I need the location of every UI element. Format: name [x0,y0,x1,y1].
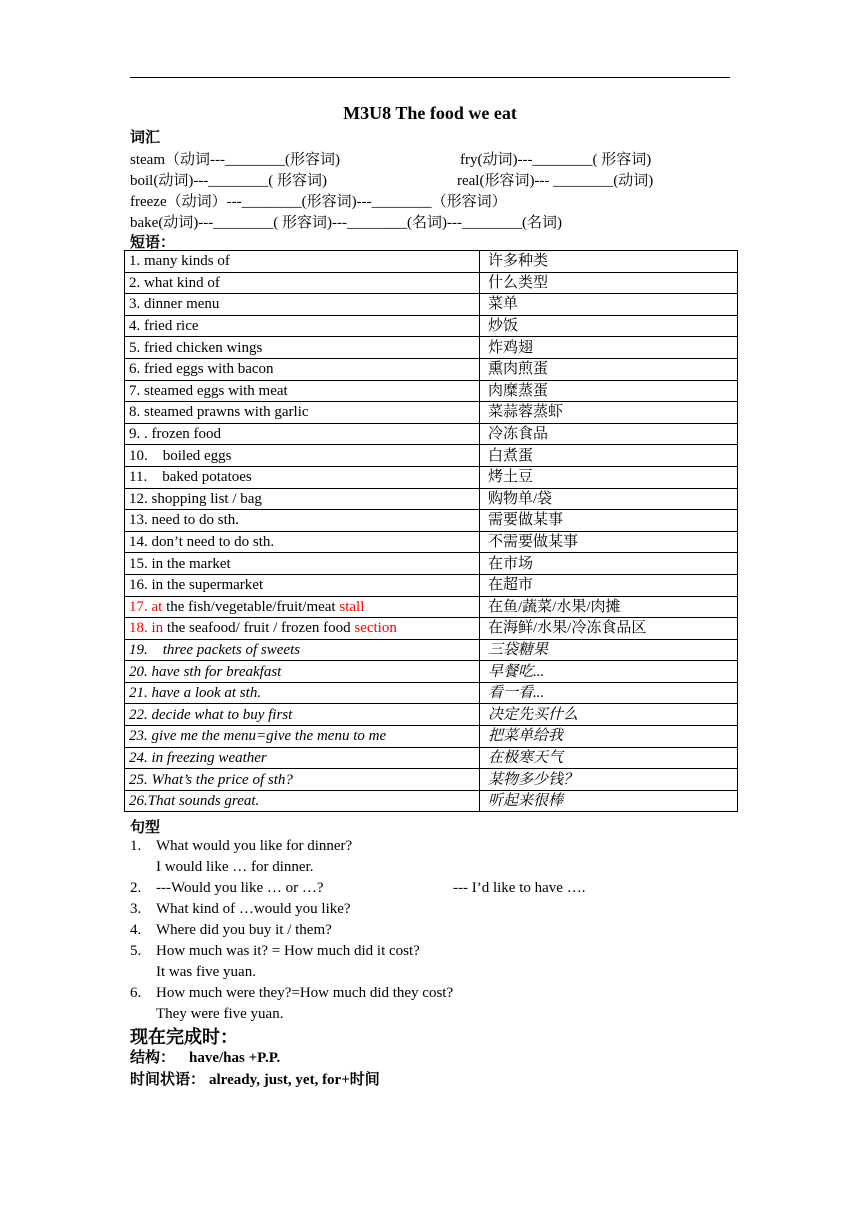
phrase-english: 19. three packets of sweets [125,639,480,661]
phrase-english: 5. fried chicken wings [125,337,480,359]
phrase-row [125,423,738,445]
sentence-number: 4. [130,922,142,938]
sentence-number: 6. [130,985,142,1001]
phrase-row [125,315,738,337]
phrase-row [125,358,738,380]
sentence-item [130,920,730,941]
sentence-text: How much were they?=How much did they cost? [156,985,454,1001]
phrase-row [125,704,738,726]
phrase-row [125,790,738,812]
phrase-chinese: 炒饭 [480,315,738,337]
grammar-heading: 现在完成时： [130,1027,238,1048]
vocab-line-2-right: real(形容词)--- ________(动词) [457,173,654,189]
phrase-chinese: 在超市 [480,574,738,596]
vocab-line-2-left: boil(动词)---________( 形容词) [130,173,328,189]
sentence-text: What kind of …would you like? [156,901,351,917]
phrase-english: 21. have a look at sth. [125,682,480,704]
grammar-adverbs [130,1068,380,1089]
vocab-heading: 词汇 [130,128,161,146]
sentence-text: How much was it? = How much did it cost? [156,943,420,959]
adverb-value: already, just, yet, for+时间 [209,1072,380,1088]
phrase-chinese: 什么类型 [480,272,738,294]
phrase-english: 15. in the market [125,553,480,575]
phrase-highlight: 18. in [129,620,164,637]
phrase-english: 10. boiled eggs [125,445,480,467]
phrase-english: 6. fried eggs with bacon [125,358,480,380]
sentence-item [130,983,730,1025]
phrase-chinese: 熏肉煎蛋 [480,358,738,380]
phrase-chinese: 在极寒天气 [480,747,738,769]
sentence-number: 1. [130,838,142,854]
phrase-row [125,639,738,661]
phrase-row [125,531,738,553]
grammar-structure [130,1046,280,1067]
sentence-item [130,899,730,920]
phrase-row [125,488,738,510]
vocab-line-1-left: steam（动词---________(形容词) [130,152,340,168]
structure-value: have/has +P.P. [189,1050,281,1066]
sentence-answer: --- I’d like to have …. [453,880,586,896]
phrase-chinese: 不需要做某事 [480,531,738,553]
phrase-chinese: 烤土豆 [480,466,738,488]
phrase-english: 12. shopping list / bag [125,488,480,510]
phrase-row [125,769,738,791]
phrase-chinese: 在海鲜/水果/冷冻食品区 [480,618,738,640]
phrase-english: 16. in the supermarket [125,574,480,596]
sentence-item [130,836,730,878]
phrase-chinese: 看一看... [480,682,738,704]
phrase-row [125,272,738,294]
sentence-answer: They were five yuan. [156,1006,284,1022]
sentence-number: 3. [130,901,142,917]
phrase-highlight: section [354,620,397,637]
vocab-line-1-right: fry(动词)---________( 形容词) [460,152,652,168]
phrase-row [125,618,738,640]
phrase-english [125,618,480,640]
phrase-chinese: 许多种类 [480,251,738,273]
phrase-chinese: 菜蒜蓉蒸虾 [480,402,738,424]
phrase-row [125,445,738,467]
phrase-middle: the seafood/ fruit / frozen food [163,620,355,637]
phrase-row [125,294,738,316]
phrase-row [125,380,738,402]
document-title: M3U8 The food we eat [343,103,517,123]
phrase-english: 1. many kinds of [125,251,480,273]
phrase-chinese: 决定先买什么 [480,704,738,726]
phrase-row [125,402,738,424]
phrase-highlight: 17. at [129,598,163,615]
phrase-english: 3. dinner menu [125,294,480,316]
phrase-english: 9. . frozen food [125,423,480,445]
structure-label: 结构： [130,1048,176,1066]
phrase-english: 24. in freezing weather [125,747,480,769]
phrase-highlight: stall [339,598,365,615]
sentence-number: 2. [130,880,142,896]
phrase-chinese: 冷冻食品 [480,423,738,445]
header-rule [130,77,730,78]
phrase-chinese: 肉糜蒸蛋 [480,380,738,402]
phrase-chinese: 在市场 [480,553,738,575]
phrase-english: 26.That sounds great. [125,790,480,812]
phrase-chinese: 某物多少钱？ [480,769,738,791]
phrase-chinese: 在鱼/蔬菜/水果/肉摊 [480,596,738,618]
phrase-chinese: 三袋糖果 [480,639,738,661]
phrase-english: 11. baked potatoes [125,466,480,488]
phrase-english: 25. What’s the price of sth? [125,769,480,791]
sentences-heading: 句型 [130,818,161,836]
phrase-english [125,596,480,618]
phrase-chinese: 把菜单给我 [480,726,738,748]
phrase-english: 23. give me the menu=give the menu to me [125,726,480,748]
phrase-chinese: 炸鸡翅 [480,337,738,359]
sentence-answer: It was five yuan. [156,964,256,980]
phrase-row [125,596,738,618]
phrases-heading: 短语： [130,233,176,251]
phrases-table [124,250,738,812]
phrase-english: 7. steamed eggs with meat [125,380,480,402]
sentence-list [130,836,730,1025]
phrase-english: 4. fried rice [125,315,480,337]
phrase-chinese: 菜单 [480,294,738,316]
sentence-answer: I would like … for dinner. [156,859,314,875]
sentence-number: 5. [130,943,142,959]
sentence-item [130,941,730,983]
vocab-line-3: freeze（动词）---________(形容词)---________（形容词） [130,194,507,210]
sentence-text: Where did you buy it / them? [156,922,332,938]
phrase-chinese: 听起来很棒 [480,790,738,812]
phrase-row [125,682,738,704]
sentence-text: ---Would you like … or …? [156,880,324,896]
sentence-item [130,878,730,899]
phrase-english: 14. don’t need to do sth. [125,531,480,553]
sentence-text: What would you like for dinner? [156,838,353,854]
phrase-row [125,466,738,488]
phrase-row [125,574,738,596]
phrase-chinese: 需要做某事 [480,510,738,532]
phrase-row [125,251,738,273]
vocab-line-4: bake(动词)---________( 形容词)---________(名词)---________(名词) [130,215,562,231]
phrase-chinese: 白煮蛋 [480,445,738,467]
phrase-row [125,726,738,748]
phrase-english: 8. steamed prawns with garlic [125,402,480,424]
phrase-middle: the fish/vegetable/fruit/meat [162,598,340,615]
phrase-english: 2. what kind of [125,272,480,294]
phrase-row [125,553,738,575]
phrase-english: 22. decide what to buy first [125,704,480,726]
phrase-chinese: 购物单/袋 [480,488,738,510]
phrase-chinese: 早餐吃... [480,661,738,683]
phrase-row [125,337,738,359]
phrase-row [125,510,738,532]
phrase-row [125,661,738,683]
phrase-row [125,747,738,769]
phrase-english: 13. need to do sth. [125,510,480,532]
phrase-english: 20. have sth for breakfast [125,661,480,683]
adverb-label: 时间状语： [130,1070,206,1088]
